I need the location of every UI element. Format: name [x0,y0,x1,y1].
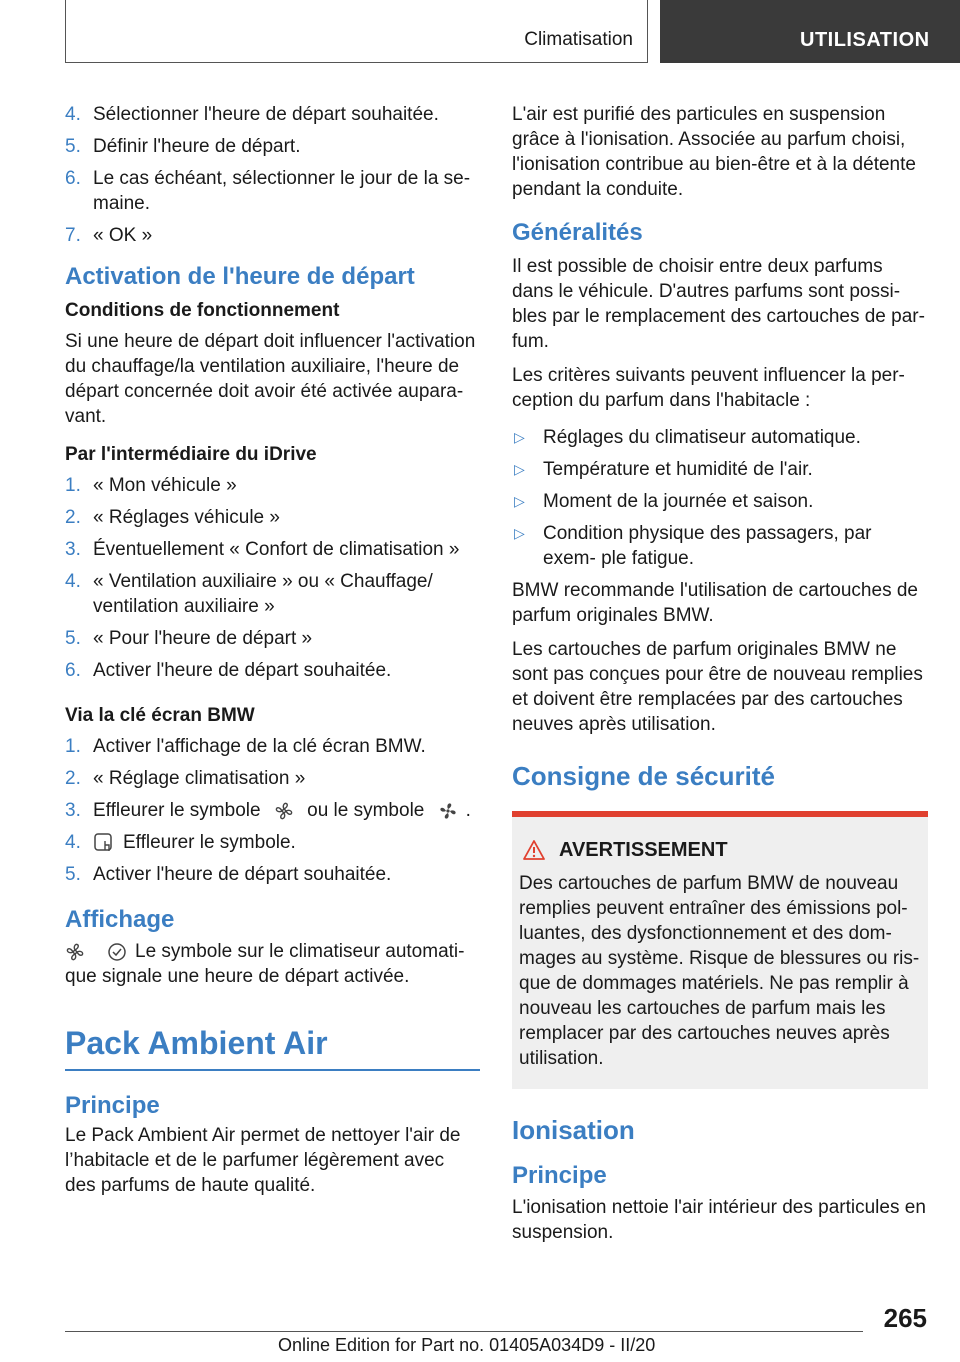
list-item: 6. Le cas échéant, sélectionner le jour de la se‐ maine. [65,168,471,214]
generalites-p1: Il est possible de choisir entre deux parfums dans le véhicule. D'autres parfums sont possi‐ bles par le remplacement des cartouches de par‐ fum. [512,256,925,352]
list-item: 3. Éventuellement « Confort de climatisation » [65,539,460,560]
intro-text: L'air est purifié des particules en suspension grâce à l'ionisation. Associée au parfum choisi, l'ionisation contribue au bien-être et à la détente pendant la conduite. [512,104,916,200]
conditions-text: Si une heure de départ doit influencer l'activation du chauffage/la ventilation auxiliaire, l'heure de départ concernée doit avoir été activée aupara‐ vant. [65,331,476,427]
principe-text-left: Le Pack Ambient Air permet de nettoyer l'air de l’habitacle et de le parfumer légèrement avec des parfums de haute qualité. [65,1125,461,1196]
affichage-text: Le symbole sur le climatiseur automati‐ que signale une heure de départ activée. [65,941,465,987]
warning-title: AVERTISSEMENT [559,839,728,861]
header-section-title: Climatisation [524,29,633,50]
list-item: 6. Activer l'heure de départ souhaitée. [65,660,392,681]
list-item: 5. Définir l'heure de départ. [65,136,301,157]
heading-rule [65,1069,480,1071]
activation-heading: Activation de l'heure de départ [65,263,415,290]
steps-list-2 [65,473,480,683]
footer-rule [65,1331,863,1332]
conditions-heading: Conditions de fonctionnement [65,300,340,321]
list-item: 2. « Réglage climatisation » [65,768,306,789]
list-item: 3. Effleurer le symbole ou le symbole . [65,800,471,821]
idrive-heading: Par l'intermédiaire du iDrive [65,444,317,465]
list-item: 5. Activer l'heure de départ souhaitée. [65,864,392,885]
header-chapter-tab [660,0,960,63]
page-number: 265 [883,1303,927,1333]
list-item: 4. Sélectionner l'heure de départ souhaitée. [65,104,439,125]
warning-text: Des cartouches de parfum BMW de nouveau remplies peuvent entraîner des émissions pol‐ luantes, des dysfonctionnement et des dom‐ mages au système. Risque de blessures ou ris‐ que de dommages matériels. Ne pas remplir à nouveau les cartouches de parfum mais les remplacer par des cartouches neuves après utilisation. [519,873,920,1069]
triangle-bullet-icon: ▷ [514,461,525,477]
list-item: 1. Activer l'affichage de la clé écran BMW. [65,736,426,757]
list-item: ▷ Condition physique des passagers, par exem‐ ple fatigue. [514,523,872,569]
list-item: 7. « OK » [65,225,153,246]
fan-outline-icon [65,942,85,962]
criteria-list [512,425,928,571]
list-item: 4. Effleurer le symbole. [65,832,296,853]
steps-list-1 [65,102,480,248]
reco-p1: BMW recommande l'utilisation de cartouches de parfum originales BMW. [512,580,918,626]
list-item: ▷ Température et humidité de l'air. [514,459,813,480]
list-item: 4. « Ventilation auxiliaire » ou « Chauffage/ ventilation auxiliaire » [65,571,433,617]
pack-heading: Pack Ambient Air [65,1025,328,1061]
warning-triangle-icon [523,840,545,860]
list-item: 5. « Pour l'heure de départ » [65,628,313,649]
warning-box [512,811,928,1089]
list-item: ▷ Réglages du climatiseur automatique. [514,427,861,448]
header-chapter-title: UTILISATION [800,29,930,51]
fan-outline-icon [274,801,294,821]
touch-screen-icon [93,832,115,854]
generalites-p2: Les critères suivants peuvent influencer la per‐ ception du parfum dans l'habitacle : [512,365,905,411]
reco-p2: Les cartouches de parfum originales BMW ne sont pas conçues pour être de nouveau remplies et doivent être remplacées par des cartouches neuves après utilisation. [512,639,923,735]
ionisation-heading: Ionisation [512,1115,635,1145]
key-heading: Via la clé écran BMW [65,705,255,726]
fan-filled-icon [438,801,458,821]
list-item: ▷ Moment de la journée et saison. [514,491,814,512]
left-column [65,102,480,1198]
principe-heading-left: Principe [65,1092,160,1119]
principe-heading-right: Principe [512,1162,607,1189]
principe-text-right: L'ionisation nettoie l'air intérieur des particules en suspension. [512,1197,926,1243]
right-column [512,102,928,1245]
triangle-bullet-icon: ▷ [514,429,525,445]
triangle-bullet-icon: ▷ [514,525,525,541]
footer-edition: Online Edition for Part no. 01405A034D9 - II/20 [278,1335,656,1355]
affichage-heading: Affichage [65,906,175,933]
header-section-box [65,0,648,63]
steps-list-3 [65,734,480,887]
triangle-bullet-icon: ▷ [514,493,525,509]
generalites-heading: Généralités [512,219,643,246]
list-item: 2. « Réglages véhicule » [65,507,280,528]
safety-heading: Consigne de sécurité [512,761,775,791]
clock-icon [107,942,127,962]
list-item: 1. « Mon véhicule » [65,475,237,496]
